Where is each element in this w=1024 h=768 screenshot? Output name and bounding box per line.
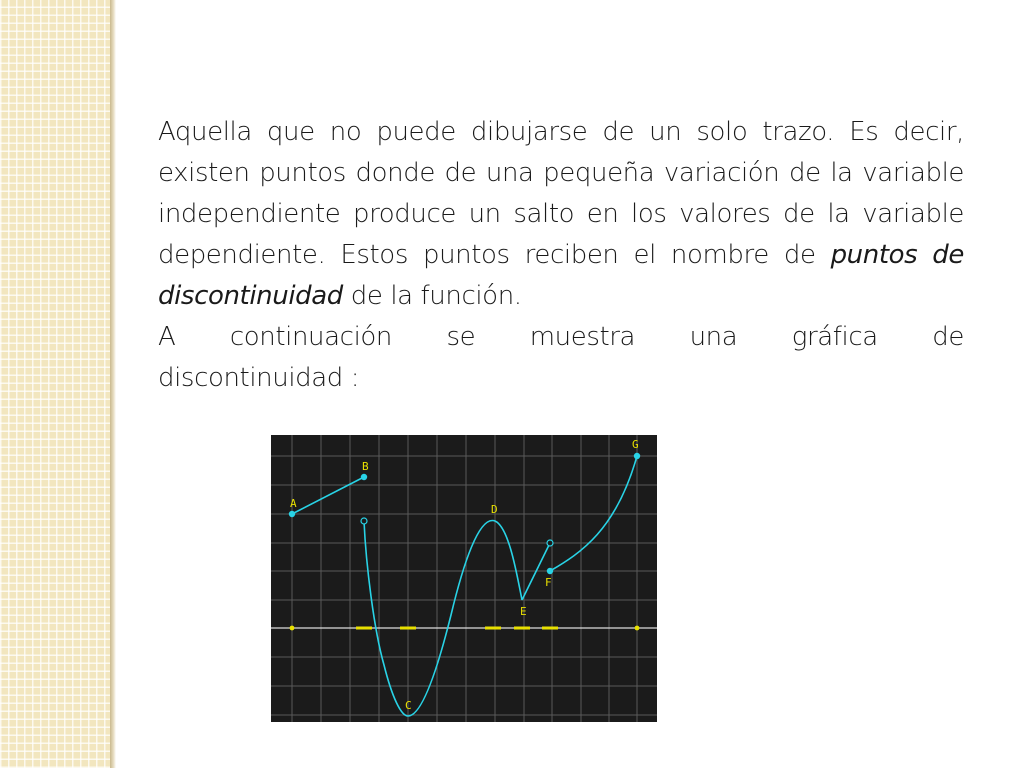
point-label-d: D <box>491 503 498 516</box>
curve-segment-bce <box>364 521 522 716</box>
definition-paragraph <box>158 112 964 317</box>
axis-projection-dot <box>290 626 295 631</box>
axis-projection-marker <box>514 627 530 630</box>
curve-segment-ab <box>292 477 364 514</box>
definition-text-start: Aquella que no puede dibujarse de un solo trazo. Es decir, existen puntos donde de una pequeña variación de la variable independiente produce un salto en los valores de la variable dependiente. Estos puntos reciben el nombre de <box>158 117 964 270</box>
intro-line: A continuación se muestra una gráfica de <box>158 322 964 352</box>
intro-line-end: discontinuidad : <box>158 363 360 393</box>
definition-emphasis: puntos de discontinuidad <box>158 240 964 311</box>
discontinuity-graph <box>271 435 657 722</box>
point-label-a: A <box>290 497 297 510</box>
point-label-b: B <box>362 460 369 473</box>
point-f-dot <box>547 568 553 574</box>
point-a-dot <box>289 511 295 517</box>
decorative-side-band <box>0 0 110 768</box>
point-label-c: C <box>405 699 412 712</box>
definition-text-end: de la función. <box>342 281 522 311</box>
axis-projection-marker <box>485 627 501 630</box>
axis-projection-dot <box>635 626 640 631</box>
axis-projection-marker <box>356 627 372 630</box>
slide-body-text <box>158 112 964 399</box>
point-label-e: E <box>520 605 527 618</box>
point-b-open-dot <box>361 518 367 524</box>
point-label-f: F <box>545 576 552 589</box>
point-b-dot <box>361 474 367 480</box>
point-g-dot <box>634 453 640 459</box>
axis-projection-marker <box>542 627 558 630</box>
side-band-shadow <box>110 0 116 768</box>
graph-svg <box>271 435 657 722</box>
point-label-g: G <box>632 438 639 451</box>
point-f-open-dot <box>547 540 553 546</box>
axis-projection-marker <box>400 627 416 630</box>
graph-grid <box>271 435 657 722</box>
